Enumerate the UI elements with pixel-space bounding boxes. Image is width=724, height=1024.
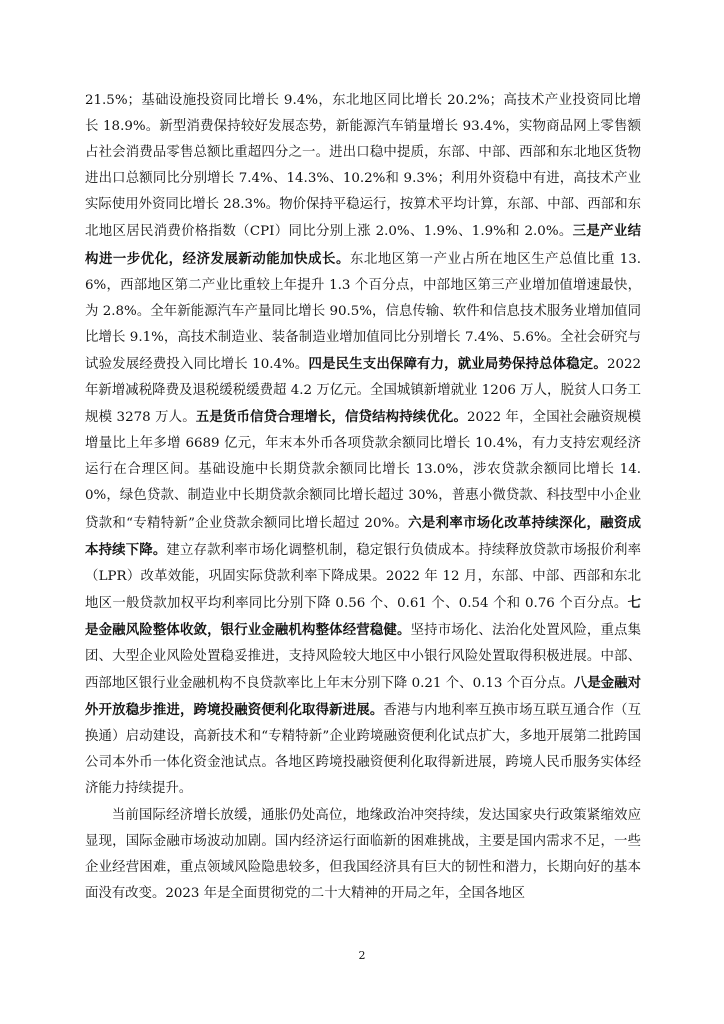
bold-heading-span: 四是民生支出保障有力，就业局势保持总体稳定。 — [308, 355, 607, 372]
paragraph-1 — [85, 88, 641, 803]
text-span: 2022 年新增减税降费及退税缓税缓费超 4.2 万亿元。全国城镇新增就业 1206 万人，脱贫人口务工规模 3278 万人。 — [85, 356, 642, 426]
bold-heading-span: 三是产业结构进一步优化，经济发展新动能加快成长。 — [85, 223, 641, 267]
text-span: 坚持市场化、法治化处置风险，重点集团、大型企业风险处置稳妥推进，支持风险较大地区中小银行风险处置取得积极进展。中部、西部地区银行业金融机构不良贷款率比上年末分别下降 0.21 个、0.13 个百分点。 — [85, 622, 642, 692]
bold-heading-span: 五是货币信贷合理增长，信贷结构持续优化。 — [195, 409, 468, 426]
text-span: 21.5%；基础设施投资同比增长 9.4%，东北地区同比增长 20.2%；高技术产业投资同比增长 18.9%。新型消费保持较好发展态势，新能源汽车销量增长 93.4%，实物商品网上零售额占社会消费品零售总额比重超四分之一。进出口稳中提质，东部、中部、西部和东北地区货物进出口总额同比分别增长 7.4%、14.3%、10.2%和 9.3%；利用外资稳中有进，高技术产业实际使用外资同比增长 28.3%。物价保持平稳运行，按算术平均计算，东部、中部、西部和东北地区居民消费价格指数（CPI）同比分别上涨 2.0%、1.9%、1.9%和 2.0%。 — [85, 93, 641, 240]
bold-heading-span: 六是利率市场化改革持续深化，融资成本持续下降。 — [85, 514, 641, 558]
text-span: 2022 年，全国社会融资规模增量比上年多增 6689 亿元，年末本外币各项贷款余额同比增长 10.4%，有力支持宏观经济运行在合理区间。基础设施中长期贷款余额同比增长 13.0%，涉农贷款余额同比增长 14.0%，绿色贷款、制造业中长期贷款余额同比增长超过 30%，普惠小微贷款、科技型中小企业贷款和“专精特新”企业贷款余额同比增长超过 20%。 — [85, 410, 641, 531]
text-span: 东北地区第一产业占所在地区生产总值比重 13.6%，西部地区第二产业比重较上年提升 1.3 个百分点，中部地区第三产业增加值增速最快，为 2.8%。全年新能源汽车产量同比增长 90.5%，信息传输、软件和信息技术服务业增加值同比增长 9.1%，高技术制造业、装备制造业增加值同比分别增长 7.4%、5.6%。全社会研究与试验发展经费投入同比增长 10.4%。 — [85, 251, 641, 372]
page-number: 2 — [358, 949, 366, 962]
bold-heading-span: 八是金融对外开放稳步推进，跨境投融资便利化取得新进展。 — [85, 675, 642, 719]
paragraph-2 — [85, 803, 641, 907]
text-span: 当前国际经济增长放缓，通胀仍处高位，地缘政治冲突持续，发达国家央行政策紧缩效应显现，国际金融市场波动加剧。国内经济运行面临新的困难挑战，主要是国内需求不足，一些企业经营困难，重点领域风险隐患较多，但我国经济具有巨大的韧性和潜力，长期向好的基本面没有改变。2023 年是全面贯彻党的二十大精神的开局之年，全国各地区 — [85, 807, 641, 901]
text-span: 香港与内地利率互换市场互联互通合作（互换通）启动建设，高新技术和“专精特新”企业跨境融资便利化试点扩大，多地开展第二批跨国公司本外币一体化资金池试点。各地区跨境投融资便利化取得新进展，跨境人民币服务实体经济能力持续提升。 — [85, 703, 642, 797]
text-span: 建立存款利率市场化调整机制，稳定银行负债成本。持续释放贷款市场报价利率（LPR）改革效能，巩固实际贷款利率下降成果。2022 年 12 月，东部、中部、西部和东北地区一般贷款加权平均利率同比分别下降 0.56 个、0.61 个、0.54 个和 0.76 个百分点。 — [85, 542, 642, 611]
document-body — [85, 88, 641, 907]
bold-heading-span: 七是金融风险整体收敛，银行业金融机构整体经营稳健。 — [85, 594, 641, 638]
